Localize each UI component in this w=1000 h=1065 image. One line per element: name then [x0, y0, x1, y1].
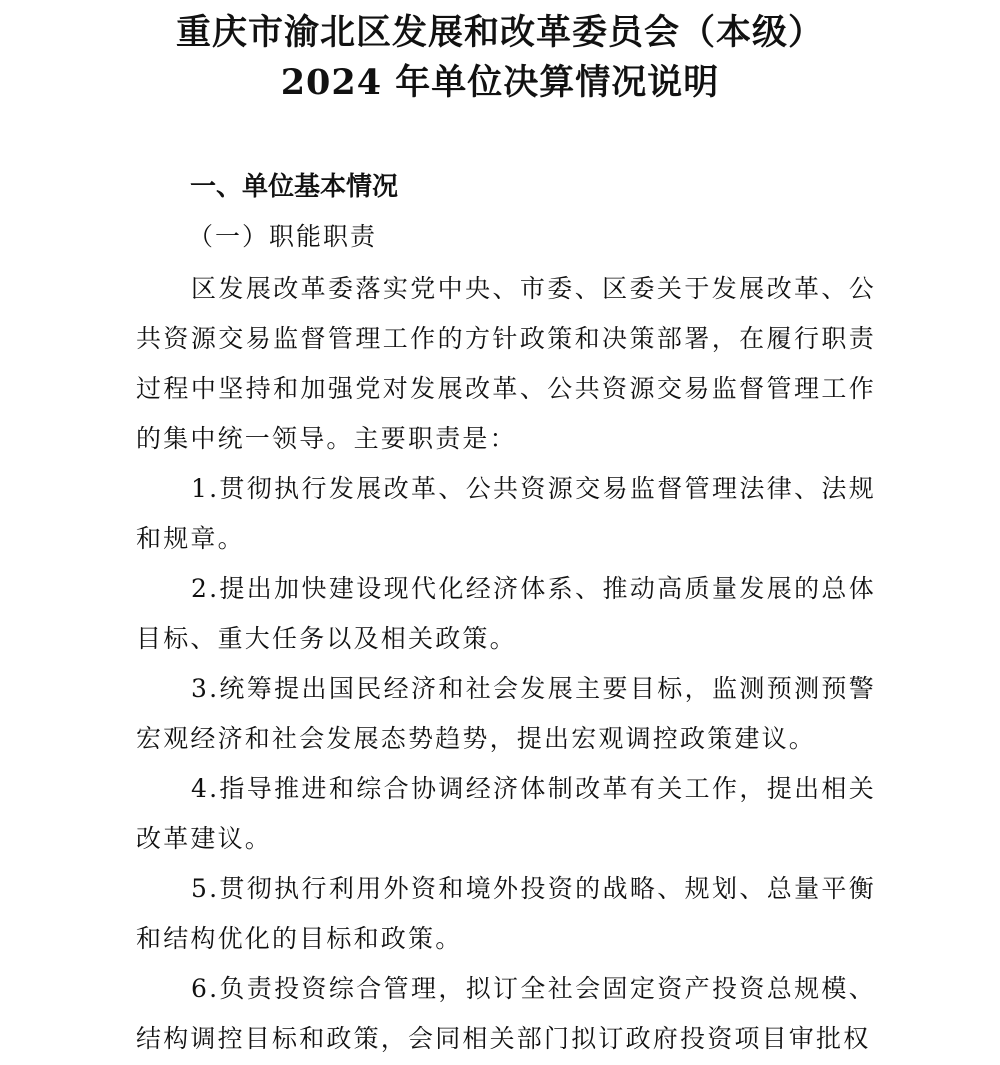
paragraph: 3.统筹提出国民经济和社会发展主要目标，监测预测预警宏观经济和社会发展态势趋势，提出宏观调控政策建议。 — [136, 674, 876, 753]
paragraph: 1.贯彻执行发展改革、公共资源交易监督管理法律、法规和规章。 — [136, 474, 876, 553]
paragraph: 5.贯彻执行利用外资和境外投资的战略、规划、总量平衡和结构优化的目标和政策。 — [136, 874, 876, 953]
paragraph: 4.指导推进和综合协调经济体制改革有关工作，提出相关改革建议。 — [136, 774, 876, 853]
section-heading: 一、单位基本情况 — [190, 172, 399, 202]
paragraph: 6.负责投资综合管理，拟订全社会固定资产投资总规模、结构调控目标和政策，会同相关部门拟订政府投资项目审批权 — [136, 974, 876, 1053]
paragraph: 2.提出加快建设现代化经济体系、推动高质量发展的总体目标、重大任务以及相关政策。 — [136, 574, 876, 653]
document-title-line2: 2024 年单位决算情况说明 — [280, 62, 720, 103]
paragraph: 区发展改革委落实党中央、市委、区委关于发展改革、公共资源交易监督管理工作的方针政策和决策部署，在履行职责过程中坚持和加强党对发展改革、公共资源交易监督管理工作的集中统一领导。主要职责是： — [136, 274, 876, 453]
document-body — [136, 264, 876, 1064]
subsection-heading: （一）职能职责 — [188, 222, 378, 251]
document-title-line1: 重庆市渝北区发展和改革委员会（本级） — [175, 12, 824, 53]
